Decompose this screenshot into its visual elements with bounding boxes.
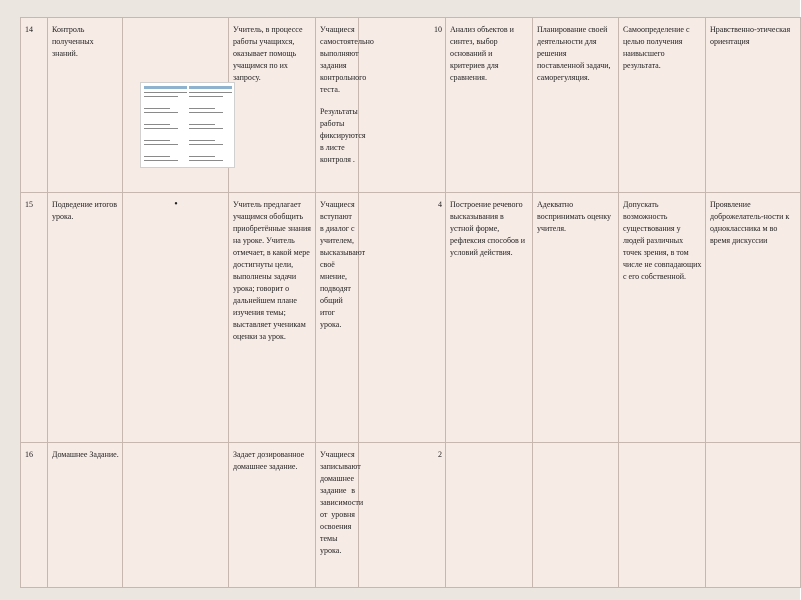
teacher-activity-cell: Задает дозированное домашнее задание. xyxy=(229,443,316,588)
communicative-ud-cell xyxy=(619,443,706,588)
table-row-14 xyxy=(21,18,801,193)
student-activity-cell: Учащиеся записывают домашнее задание в зависимости от уровня освоения темы урока. xyxy=(316,443,359,588)
minutes-cell: 10 xyxy=(359,18,446,193)
control-sheet-thumbnail xyxy=(140,82,235,168)
row-number: 16 xyxy=(21,443,48,588)
cognitive-ud-cell: Построение речевого высказывания в устной форме, рефлексия способов и условий действия. xyxy=(446,193,533,443)
row-number: 15 xyxy=(21,193,48,443)
regulatory-ud-cell xyxy=(533,443,619,588)
image-cell xyxy=(123,443,229,588)
lesson-plan-table xyxy=(20,17,801,588)
stage-cell: Домашнее Задание. xyxy=(48,443,123,588)
minutes-cell: 2 xyxy=(359,443,446,588)
personal-ud-cell: Проявление доброжелатель-ности к одноклассника м во время дискуссии xyxy=(706,193,801,443)
personal-ud-cell: Нравственно-этическая ориентация xyxy=(706,18,801,193)
cognitive-ud-cell: Анализ объектов и синтез, выбор оснований и критериев для сравнения. xyxy=(446,18,533,193)
regulatory-ud-cell: Планирование своей деятельности для решения поставленной задачи, саморегуляция. xyxy=(533,18,619,193)
table-row-16 xyxy=(21,443,801,588)
image-cell xyxy=(123,193,229,443)
personal-ud-cell xyxy=(706,443,801,588)
teacher-activity-cell: Учитель, в процессе работы учащихся, оказывает помощь учащимся по их запросу. xyxy=(229,18,316,193)
communicative-ud-cell: Допускать возможность существования у людей различных точек зрения, в том числе не совпадающих с его собственной. xyxy=(619,193,706,443)
student-activity-cell xyxy=(316,18,374,193)
table-row-15 xyxy=(21,193,801,443)
stage-cell: Контроль полученных знаний. xyxy=(48,18,123,193)
stage-cell: Подведение итогов урока. xyxy=(48,193,123,443)
image-cell xyxy=(123,18,229,193)
communicative-ud-cell: Самоопределение с целью получения наивысшего результата. xyxy=(619,18,706,193)
student-activity-text: Результаты работы фиксируются в листе контроля . xyxy=(320,107,366,164)
cognitive-ud-cell xyxy=(446,443,533,588)
bullet-icon: • xyxy=(174,199,178,210)
minutes-cell: 4 xyxy=(359,193,446,443)
student-activity-text: Учащиеся самостоятельно выполняют задания контрольного теста. xyxy=(320,25,374,94)
teacher-activity-cell: Учитель предлагает учащимся обобщить приобретённые знания на уроке. Учитель отмечает, в какой мере достигнуты цели, выполнены задачи урока; говорит о дальнейшем плане изучения темы; выставляет ученикам оценки за урок. xyxy=(229,193,316,443)
regulatory-ud-cell: Адекватно воспринимать оценку учителя. xyxy=(533,193,619,443)
row-number: 14 xyxy=(21,18,48,193)
student-activity-cell: Учащиеся вступают в диалог с учителем, высказывают своё мнение, подводят общий итог урока. xyxy=(316,193,359,443)
